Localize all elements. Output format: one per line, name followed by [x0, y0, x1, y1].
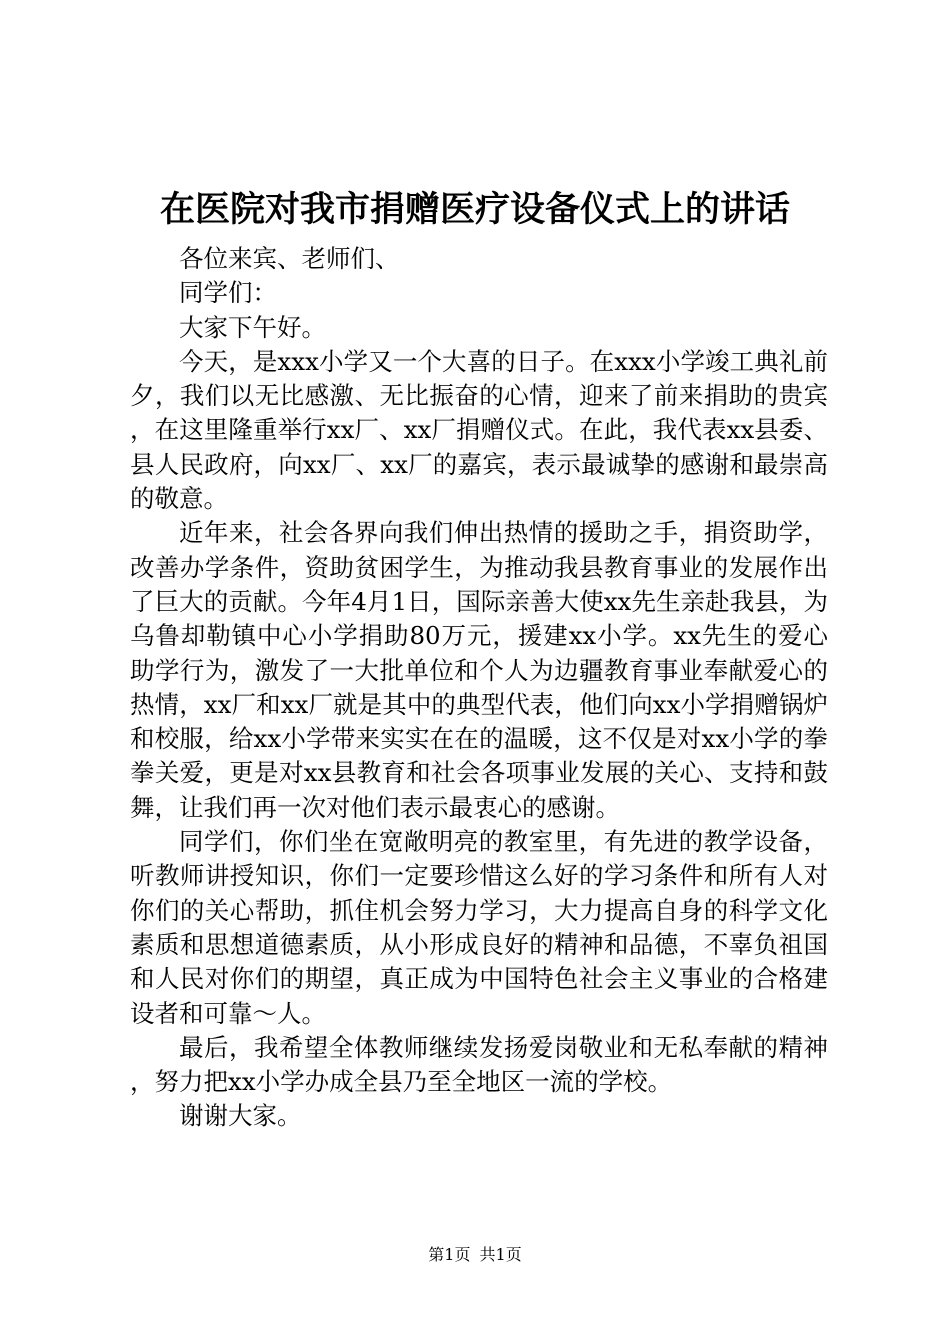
paragraph-gratitude: 近年来，社会各界向我们伸出热情的援助之手，捐资助学，改善办学条件，资助贫困学生，为推动我县教育事业的发展作出了巨大的贡献。今年4月1日，国际亲善大使xx先生亲赴我县，为乌鲁却勒镇中心小学捐助80万元，援建xx小学。xx先生的爱心助学行为，激发了一大批单位和个人为边疆教育事业奉献爱心的热情，xx厂和xx厂就是其中的典型代表，他们向xx小学捐赠锅炉和校服，给xx小学带来实实在在的温暖，这不仅是对xx小学的拳拳关爱，更是对xx县教育和社会各项事业发展的关心、支持和鼓舞，让我们再一次对他们表示最衷心的感谢。 [130, 518, 828, 822]
page-number: 第1页 [428, 1245, 471, 1264]
page-total: 共1页 [479, 1245, 522, 1264]
paragraph-teachers: 最后，我希望全体教师继续发扬爱岗敬业和无私奉献的精神，努力把xx小学办成全县乃至全地区一流的学校。 [130, 1032, 828, 1097]
greeting-line: 大家下午好。 [179, 312, 326, 342]
document-title: 在医院对我市捐赠医疗设备仪式上的讲话 [159, 189, 790, 230]
closing-line: 谢谢大家。 [179, 1101, 302, 1131]
document-body [130, 242, 828, 1134]
salutation-line-1: 各位来宾、老师们、 [179, 244, 400, 273]
paragraph-opening: 今天，是xxx小学又一个大喜的日子。在xxx小学竣工典礼前夕，我们以无比感激、无比振奋的心情，迎来了前来捐助的贵宾，在这里隆重举行xx厂、xx厂捐赠仪式。在此，我代表xx县委、县人民政府，向xx厂、xx厂的嘉宾，表示最诚挚的感谢和最崇高的敬意。 [130, 346, 828, 514]
salutation-line-2: 同学们： [179, 278, 277, 308]
paragraph-students: 同学们，你们坐在宽敞明亮的教室里，有先进的教学设备，听教师讲授知识，你们一定要珍惜这么好的学习条件和所有人对你们的关心帮助，抓住机会努力学习，大力提高自身的科学文化素质和思想道德素质，从小形成良好的精神和品德，不辜负祖国和人民对你们的期望，真正成为中国特色社会主义事业的合格建设者和可靠～人。 [130, 827, 828, 1028]
page-footer [0, 1244, 950, 1266]
